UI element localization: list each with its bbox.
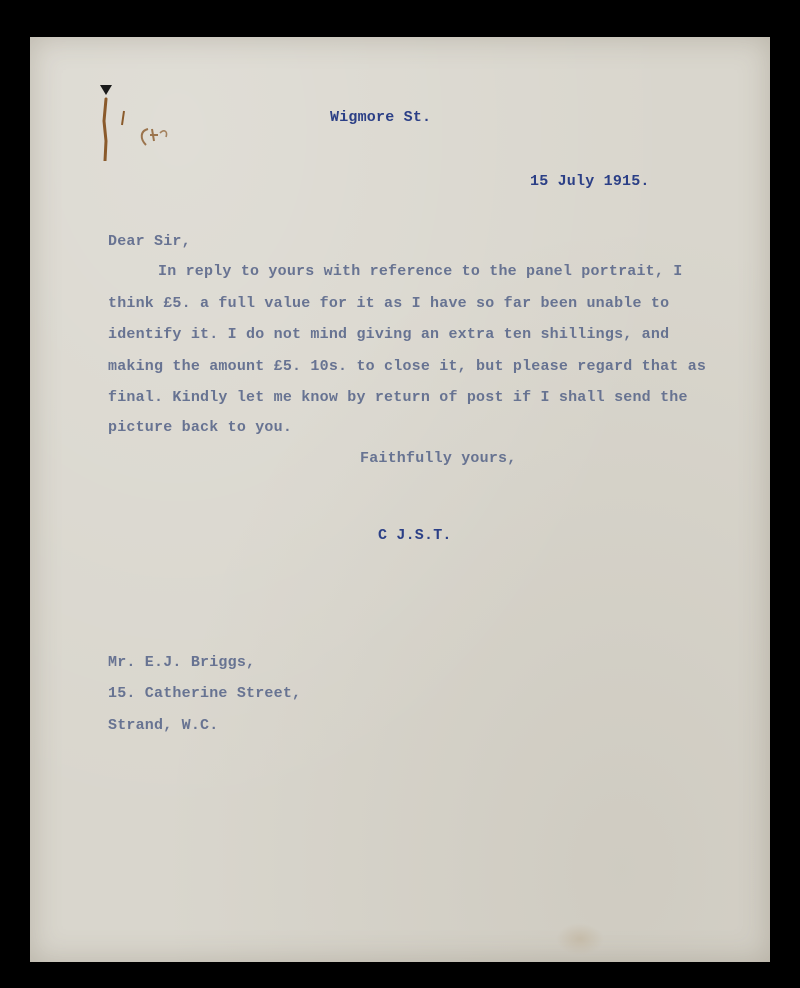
body-line: making the amount £5. 10s. to close it, but please regard that as [108,358,707,375]
letter-date: 15 July 1915. [530,173,650,190]
body-line: picture back to you. [108,419,293,436]
body-line: final. Kindly let me know by return of post if I shall send the [108,389,688,406]
pencil-annotation-mark [94,81,204,161]
paper-stain [556,923,604,955]
body-line: think £5. a full value for it as I have so far been unable to [108,295,670,312]
recipient-city: Strand, W.C. [108,717,219,734]
letter-sheet [30,37,770,962]
body-line: In reply to yours with reference to the panel portrait, I [158,263,683,280]
recipient-street: 15. Catherine Street, [108,685,302,702]
letter-heading: Wigmore St. [330,109,432,126]
recipient-name: Mr. E.J. Briggs, [108,654,256,671]
salutation: Dear Sir, [108,233,191,250]
closing: Faithfully yours, [360,450,517,467]
signature-initials: C J.S.T. [378,527,452,544]
body-line: identify it. I do not mind giving an extra ten shillings, and [108,326,670,343]
